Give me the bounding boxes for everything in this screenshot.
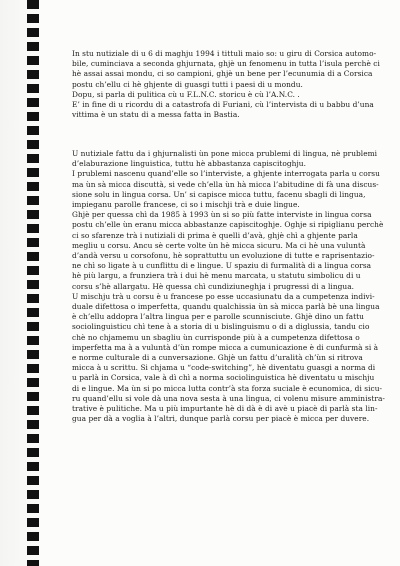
text-line: vittima è un statu di a messa fatta in Bastia. [72, 110, 240, 120]
text-line: chè no chjamemu un sbagliu ùn currisponde più à a cumpetenza difettosa o [72, 332, 360, 342]
text-line: megliu u corsu. Ancu sè certe volte ùn hè micca sicuru. Ma ci hè una vuluntà [72, 240, 366, 250]
text-line: imperfetta ma à a vuluntà d’ùn rompe micca a cumunicazione è di cunfurmà si à [72, 342, 379, 352]
text-line: postu ch’ellu ci hè ghjente di guasgi tutti i paesi di u mondu. [72, 79, 303, 89]
paragraph-news-summary [72, 49, 388, 120]
text-line: In stu nutiziale di u 6 di maghju 1994 i tittuli maio so: u giru di Corsica automo- [72, 49, 377, 58]
text-line: U mischju trà u corsu è u francese po esse uccasiunatu da a cumpetenza indivi- [72, 291, 375, 301]
text-line: ne chì so ligate à u cunflittu di e lingue. U spaziu di furmalità di a lingua corsa [72, 261, 372, 271]
text-line: postu ch’elle ùn eranu micca abbastanze capiscitoghje. Oghje si ripiglianu perchè [72, 220, 384, 230]
spiral-binding [0, 0, 40, 566]
text-line: duale difettosa o imperfetta, quandu qualchissia ùn sà micca parlà bè una lingua [72, 302, 380, 312]
text-line: u parlà in Corsica, vale à dì chì a norma sociolinguistica hè diventatu u mischju [72, 373, 375, 383]
text-line: impieganu parolle francese, ci so i mischji trà e duie lingue. [72, 200, 300, 210]
text-line: U nutiziale fattu da i ghjurnalisti ùn pone micca prublemi di lingua, nè prublemi [72, 149, 378, 158]
text-line: d’elaburazione linguistica, tuttu hè abbastanza capiscitoghju. [72, 159, 307, 169]
text-line: E’ in fine di u ricordu di a catastrofa di Furiani, cù l’intervista di u babbu d’una [72, 100, 374, 110]
text-line: Ghjè per quessa chì da 1985 à 1993 ùn si so più fatte interviste in lingua corsa [72, 210, 372, 220]
text-line: micca à u scrittu. Si chjama u “code-switching”, hè diventatu guasgi a norma di [72, 363, 376, 373]
text-line: sociolinguisticu chì tene à a storia di u bislinguismu o di a diglussia, tandu cio [72, 322, 370, 332]
text-line: Dopu, si parla di pulitica cù u F.L.N.C. storicu è cù l’A.N.C. . [72, 89, 300, 99]
text-line: ru quand’ellu si vole dà una nova sesta à una lingua, ci volenu misure amministra- [72, 393, 385, 403]
binding-rings [27, 0, 39, 566]
text-line: ci so sfarenze trà i nutiziali di prima è quelli d’avà, ghjè chì a ghjente parla [72, 230, 358, 240]
paragraph-language-analysis [72, 149, 388, 424]
text-line: sione solu in lingua corsa. Un’ si capisce micca tuttu, facenu sbagli di lingua, [72, 189, 366, 199]
text-line: d’andà versu u corsofonu, hè soprattuttu un evoluzione di tutte e raprisentazio- [72, 251, 375, 261]
text-line: gua per dà a voglia à l’altri, dunque parlà corsu per piacè è micca per duvere. [72, 414, 370, 424]
text-line: è ch’ellu addopra l’altra lingua per e parolle scunnisciute. Ghjè dino un fattu [72, 312, 364, 322]
text-line: trative è pulitiche. Ma u più impurtante hè di dà è di avè u piacè di parlà sta lin- [72, 404, 378, 414]
text-line: e norme culturale di a cunversazione. Ghjè un fattu d’uralità ch’ùn si ritrova [72, 353, 363, 363]
text-line: ma ùn sà micca discuttà, si vede ch’ella ùn hà micca l’abitudine di fà una discus- [72, 179, 379, 189]
text-line: corsu s’hè allargatu. Hè quessa chì cundiziuneghja i prugressi di a lingua. [72, 281, 355, 291]
text-line: hè più largu, a frunziera trà i dui hè menu marcata, u statutu simbolicu di u [72, 271, 361, 281]
text-line: hè assai assai mondu, ci so campioni, ghjè un bene per l’ecunumia di a Corsica [72, 69, 373, 79]
text-line: bile, cuminciava a seconda ghjurnata, ghjè un fenomenu in tutta l’isula perchè ci [72, 59, 380, 69]
text-line: I prublemi nascenu quand’elle so l’interviste, a ghjente interrogata parla u corsu [72, 169, 380, 179]
text-line: di e lingue. Ma ùn si po micca lutta contr’à sta forza suciale è ecunomica, di sicu- [72, 383, 383, 393]
